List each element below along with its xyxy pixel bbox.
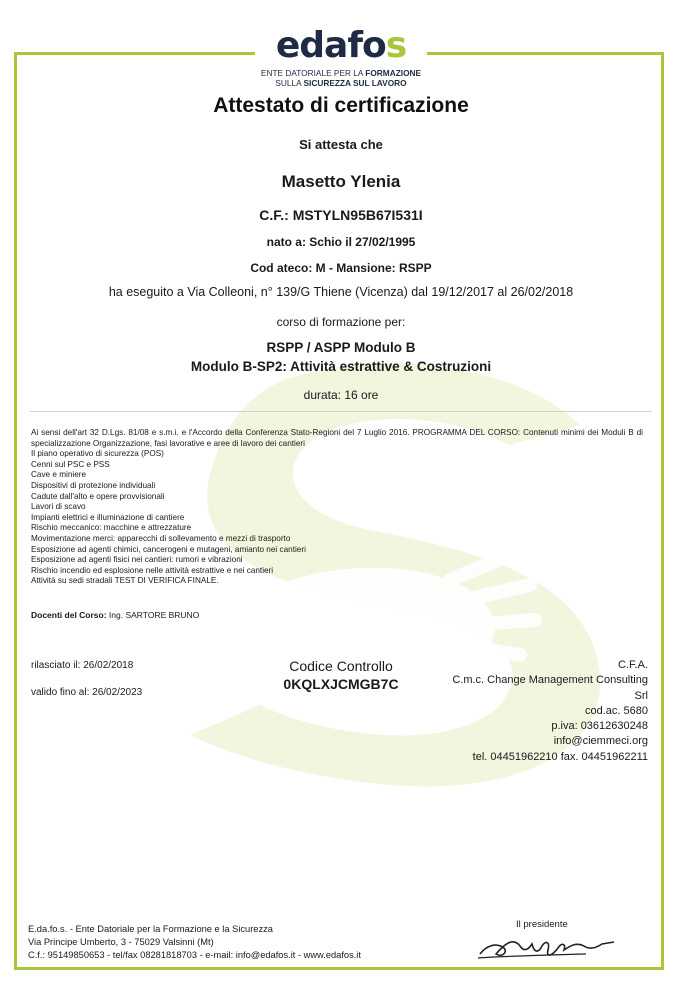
course-place-dates: ha eseguito a Via Colleoni, n° 139/G Thiene (Vicenza) dal 19/12/2017 al 26/02/2018 (108, 285, 574, 299)
course-title-1: RSPP / ASPP Modulo B (266, 340, 416, 355)
president-label: Il presidente (516, 919, 568, 930)
cfa-line: info@ciemmeci.org (553, 735, 648, 748)
president-signature (476, 928, 618, 962)
program-item: Rischio meccanico: macchine e attrezzature (31, 523, 192, 533)
footer-line: Via Principe Umberto, 3 - 75029 Valsinni (Mt) (28, 937, 214, 947)
logo-tagline-1a: ENTE DATORIALE PER LA (260, 68, 366, 78)
cfa-line: tel. 04451962210 fax. 04451962211 (472, 750, 648, 763)
footer-line: C.f.: 95149850653 - tel/fax 08281818703 - e-mail: info@edafos.it - www.edafos.it (28, 950, 361, 960)
fiscal-code: C.F.: MSTYLN95B67I531I (259, 207, 423, 223)
logo-tagline-2 (255, 78, 427, 88)
program-item: Lavori di scavo (31, 502, 86, 512)
cfa-line: Srl (634, 689, 648, 702)
course-intro: corso di formazione per: (276, 315, 406, 329)
course-program (31, 428, 643, 587)
logo-tagline-1 (255, 68, 427, 78)
footer-line: E.da.fo.s. - Ente Datoriale per la Formazione e la Sicurezza (28, 924, 273, 934)
program-item: Cenni sul PSC e PSS (31, 459, 110, 469)
program-item: Cadute dall'alto e opere provvisionali (31, 491, 165, 501)
valid-until: valido fino al: 26/02/2023 (31, 687, 143, 698)
program-item: Impianti elettrici e illuminazione di cantiere (31, 512, 185, 522)
cfa-line: C.m.c. Change Management Consulting (452, 674, 648, 687)
attesta-line: Si attesta che (299, 137, 383, 152)
certificate-title: Attestato di certificazione (213, 94, 469, 117)
control-code-value: 0KQLXJCMGB7C (283, 676, 399, 692)
program-item: Esposizione ad agenti fisici nei cantieri: rumori e vibrazioni (31, 555, 243, 565)
edafos-logo (255, 20, 427, 92)
divider (30, 411, 652, 412)
logo-tagline-1b: FORMAZIONE (365, 68, 422, 78)
program-item: Rischio incendio ed esplosione nelle attività estrattive e nei cantieri (31, 565, 274, 575)
teachers-value: Ing. SARTORE BRUNO (106, 610, 200, 620)
logo-tagline-2a: SULLA (275, 78, 304, 88)
logo-brand: edafo (275, 25, 386, 66)
cfa-line: C.F.A. (618, 659, 648, 671)
teachers-label: Docenti del Corso: (31, 610, 107, 620)
control-code-label: Codice Controllo (289, 658, 393, 674)
cfa-line: p.iva: 03612630248 (551, 720, 648, 733)
footer-address (28, 923, 361, 962)
program-item: Esposizione ad agenti chimici, cancerogeni e mutageni, amianto nei cantieri (31, 544, 306, 554)
course-duration: durata: 16 ore (303, 388, 379, 402)
logo-wordmark (255, 24, 427, 68)
training-body-info (408, 658, 648, 765)
issue-date: rilasciato il: 26/02/2018 (31, 660, 134, 671)
logo-tagline-2b: SICUREZZA SUL LAVORO (303, 78, 407, 88)
program-item: Dispositivi di protezione individuali (31, 480, 156, 490)
program-item: Cave e miniere (31, 470, 87, 480)
program-intro: Ai sensi dell'art 32 D.Lgs. 81/08 e s.m.i. e l'Accordo della Conferenza Stato-Regioni del 7 Luglio 2016. PROGRAMMA DEL CORSO: Contenuti minimi dei Moduli B di specializzazione Organizzazione, fasi lavorative e aree di lavoro dei cantieri (31, 428, 643, 448)
ateco-code: Cod ateco: M - Mansione: RSPP (250, 261, 432, 275)
cfa-line: cod.ac. 5680 (585, 704, 648, 717)
course-title-2: Modulo B-SP2: Attività estrattive & Costruzioni (190, 359, 492, 374)
program-item: Movimentazione merci: apparecchi di sollevamento e mezzi di trasporto (31, 533, 291, 543)
birth-info: nato a: Schio il 27/02/1995 (266, 235, 416, 249)
course-teachers (31, 610, 199, 620)
control-code-block (256, 658, 426, 692)
logo-brand-accent: s (385, 25, 407, 66)
holder-name: Masetto Ylenia (281, 172, 401, 191)
program-item: Attività su sedi stradali TEST DI VERIFICA FINALE. (31, 576, 219, 586)
program-item: Il piano operativo di sicurezza (POS) (31, 449, 164, 459)
